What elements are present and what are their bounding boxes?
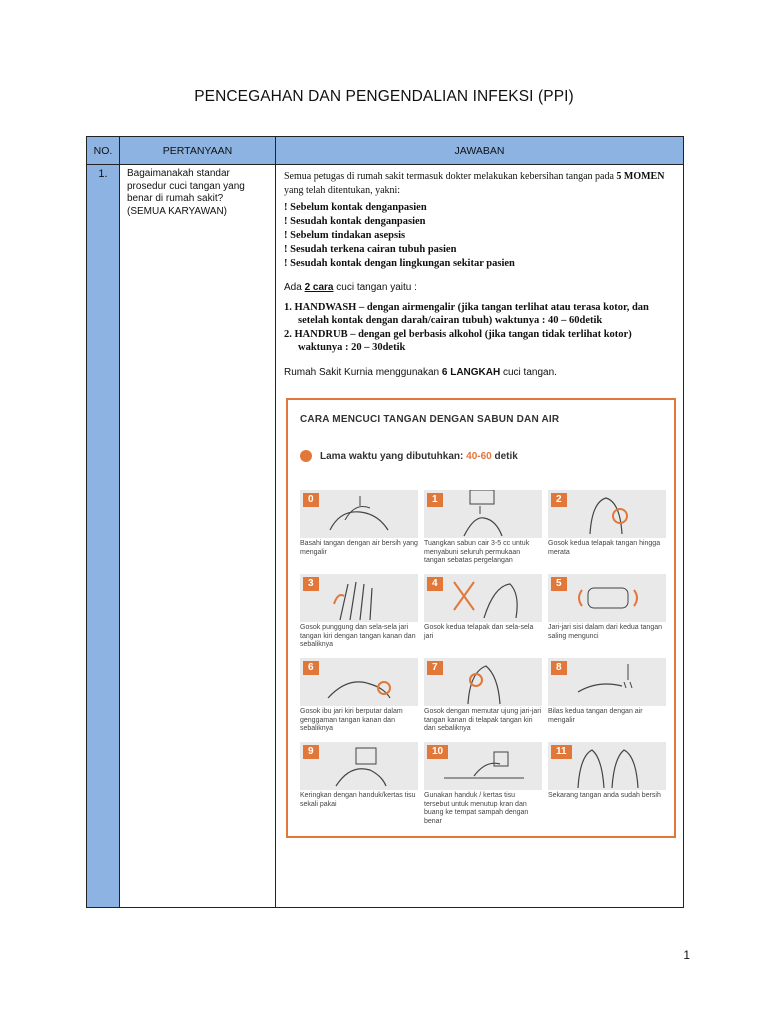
poster-step bbox=[548, 490, 666, 570]
handwash-poster bbox=[286, 398, 676, 838]
table-row bbox=[87, 165, 684, 908]
step-caption: Bilas kedua tangan dengan air mengalir bbox=[548, 708, 643, 724]
step-caption: Gosok kedua telapak dan sela-sela jari bbox=[424, 624, 534, 640]
step-number: 3 bbox=[303, 577, 319, 591]
way-text: – dengan airmengalir (jika tangan terlihat atau terasa kotor, dan setelah kontak dengan darah/cairan tubuh) waktunya : 40 – 60detik bbox=[298, 301, 649, 326]
six-steps-label: 6 LANGKAH bbox=[441, 366, 501, 378]
step-caption: Gosok dengan memutar ujung jari-jari tangan kanan di telapak tangan kiri dan sebaliknya bbox=[424, 708, 542, 732]
poster-duration bbox=[300, 450, 518, 464]
two-ways-label: 2 cara bbox=[304, 282, 334, 293]
list-item: ! Sesudah kontak denganpasien bbox=[284, 215, 675, 229]
hospital-method bbox=[284, 366, 675, 380]
list-item: ! Sesudah terkena cairan tubuh pasien bbox=[284, 243, 675, 257]
poster-step bbox=[548, 574, 666, 654]
answer-intro-text: Semua petugas di rumah sakit termasuk dokter melakukan kebersihan tangan pada bbox=[284, 171, 617, 182]
page-title: PENCEGAHAN DAN PENGENDALIAN INFEKSI (PPI) bbox=[194, 88, 574, 105]
question-cell bbox=[120, 165, 276, 908]
way-text: – dengan gel berbasis alkohol (jika tangan tidak terlihat kotor) waktunya : 20 – 30detik bbox=[298, 328, 632, 353]
step-number: 4 bbox=[427, 577, 443, 591]
list-item: ! Sebelum kontak denganpasien bbox=[284, 201, 675, 215]
answer-intro bbox=[284, 170, 675, 197]
step-caption: Gosok punggung dan sela-sela jari tangan kiri dengan tangan kanan dan sebaliknya bbox=[300, 624, 416, 648]
step-number: 2 bbox=[551, 493, 567, 507]
step-caption: Tuangkan sabun cair 3-5 cc untuk menyabuni seluruh permukaan tangan sebatas pergelangan bbox=[424, 540, 530, 564]
poster-step bbox=[548, 742, 666, 822]
step-number: 7 bbox=[427, 661, 443, 675]
ways-intro-text: Ada bbox=[284, 282, 305, 293]
header-question: PERTANYAAN bbox=[120, 137, 276, 165]
duration-value: 40-60 bbox=[466, 451, 492, 462]
way-number: 1. bbox=[284, 301, 292, 313]
poster-step bbox=[424, 742, 542, 825]
step-number: 1 bbox=[427, 493, 443, 507]
ways-list bbox=[284, 301, 675, 355]
step-caption: Gunakan handuk / kertas tisu tersebut untuk menutup kran dan buang ke tempat sampah dengan benar bbox=[424, 792, 529, 825]
header-answer: JAWABAN bbox=[276, 137, 684, 165]
poster-step bbox=[424, 574, 542, 654]
step-caption: Gosok ibu jari kiri berputar dalam genggaman tangan kanan dan sebaliknya bbox=[300, 708, 403, 732]
hospital-method-text: Rumah Sakit Kurnia menggunakan bbox=[284, 366, 442, 378]
step-number: 11 bbox=[551, 745, 572, 759]
ways-intro bbox=[284, 281, 675, 295]
list-item: ! Sebelum tindakan asepsis bbox=[284, 229, 675, 243]
answer-cell bbox=[276, 165, 684, 908]
duration-unit: detik bbox=[494, 451, 518, 462]
duration-label: Lama waktu yang dibutuhkan: bbox=[320, 451, 464, 462]
step-caption: Basahi tangan dengan air bersih yang mengalir bbox=[300, 540, 418, 556]
step-number: 5 bbox=[551, 577, 567, 591]
step-number: 9 bbox=[303, 745, 319, 759]
list-item bbox=[284, 328, 675, 355]
header-row bbox=[87, 137, 684, 165]
list-item bbox=[284, 301, 675, 328]
question-text: Bagaimanakah standar prosedur cuci tangan yang benar di rumah sakit? bbox=[127, 168, 245, 204]
poster-step bbox=[424, 658, 542, 738]
poster-step bbox=[300, 490, 418, 570]
five-moments-label: 5 MOMEN bbox=[616, 171, 665, 182]
poster-step bbox=[300, 574, 418, 654]
list-item: ! Sesudah kontak dengan lingkungan sekitar pasien bbox=[284, 257, 675, 271]
answer-intro-suffix: yang telah ditentukan, yakni: bbox=[284, 184, 401, 196]
step-caption: Keringkan dengan handuk/kertas tisu sekali pakai bbox=[300, 792, 416, 808]
moments-list bbox=[284, 201, 675, 271]
step-caption: Gosok kedua telapak tangan hingga merata bbox=[548, 540, 661, 556]
clock-icon bbox=[300, 450, 312, 462]
page-number: 1 bbox=[683, 948, 690, 962]
qa-table bbox=[86, 136, 684, 908]
step-caption: Sekarang tangan anda sudah bersih bbox=[548, 792, 661, 799]
poster-step bbox=[300, 658, 418, 738]
ways-intro-suffix: cuci tangan yaitu : bbox=[333, 282, 417, 293]
way-number: 2. bbox=[284, 328, 292, 340]
way-name: HANDWASH bbox=[294, 301, 357, 313]
header-no: NO. bbox=[87, 137, 120, 165]
step-number: 10 bbox=[427, 745, 448, 759]
step-number: 0 bbox=[303, 493, 319, 507]
step-number: 6 bbox=[303, 661, 319, 675]
question-audience: (SEMUA KARYAWAN) bbox=[127, 205, 228, 217]
poster-step bbox=[300, 742, 418, 822]
hospital-method-suffix: cuci tangan. bbox=[500, 366, 557, 378]
poster-title: CARA MENCUCI TANGAN DENGAN SABUN DAN AIR bbox=[300, 414, 560, 425]
way-name: HANDRUB bbox=[294, 328, 348, 340]
step-number: 8 bbox=[551, 661, 567, 675]
poster-step bbox=[548, 658, 666, 738]
poster-step bbox=[424, 490, 542, 570]
step-caption: Jari-jari sisi dalam dari kedua tangan saling mengunci bbox=[548, 624, 662, 640]
row-number: 1. bbox=[87, 165, 120, 908]
